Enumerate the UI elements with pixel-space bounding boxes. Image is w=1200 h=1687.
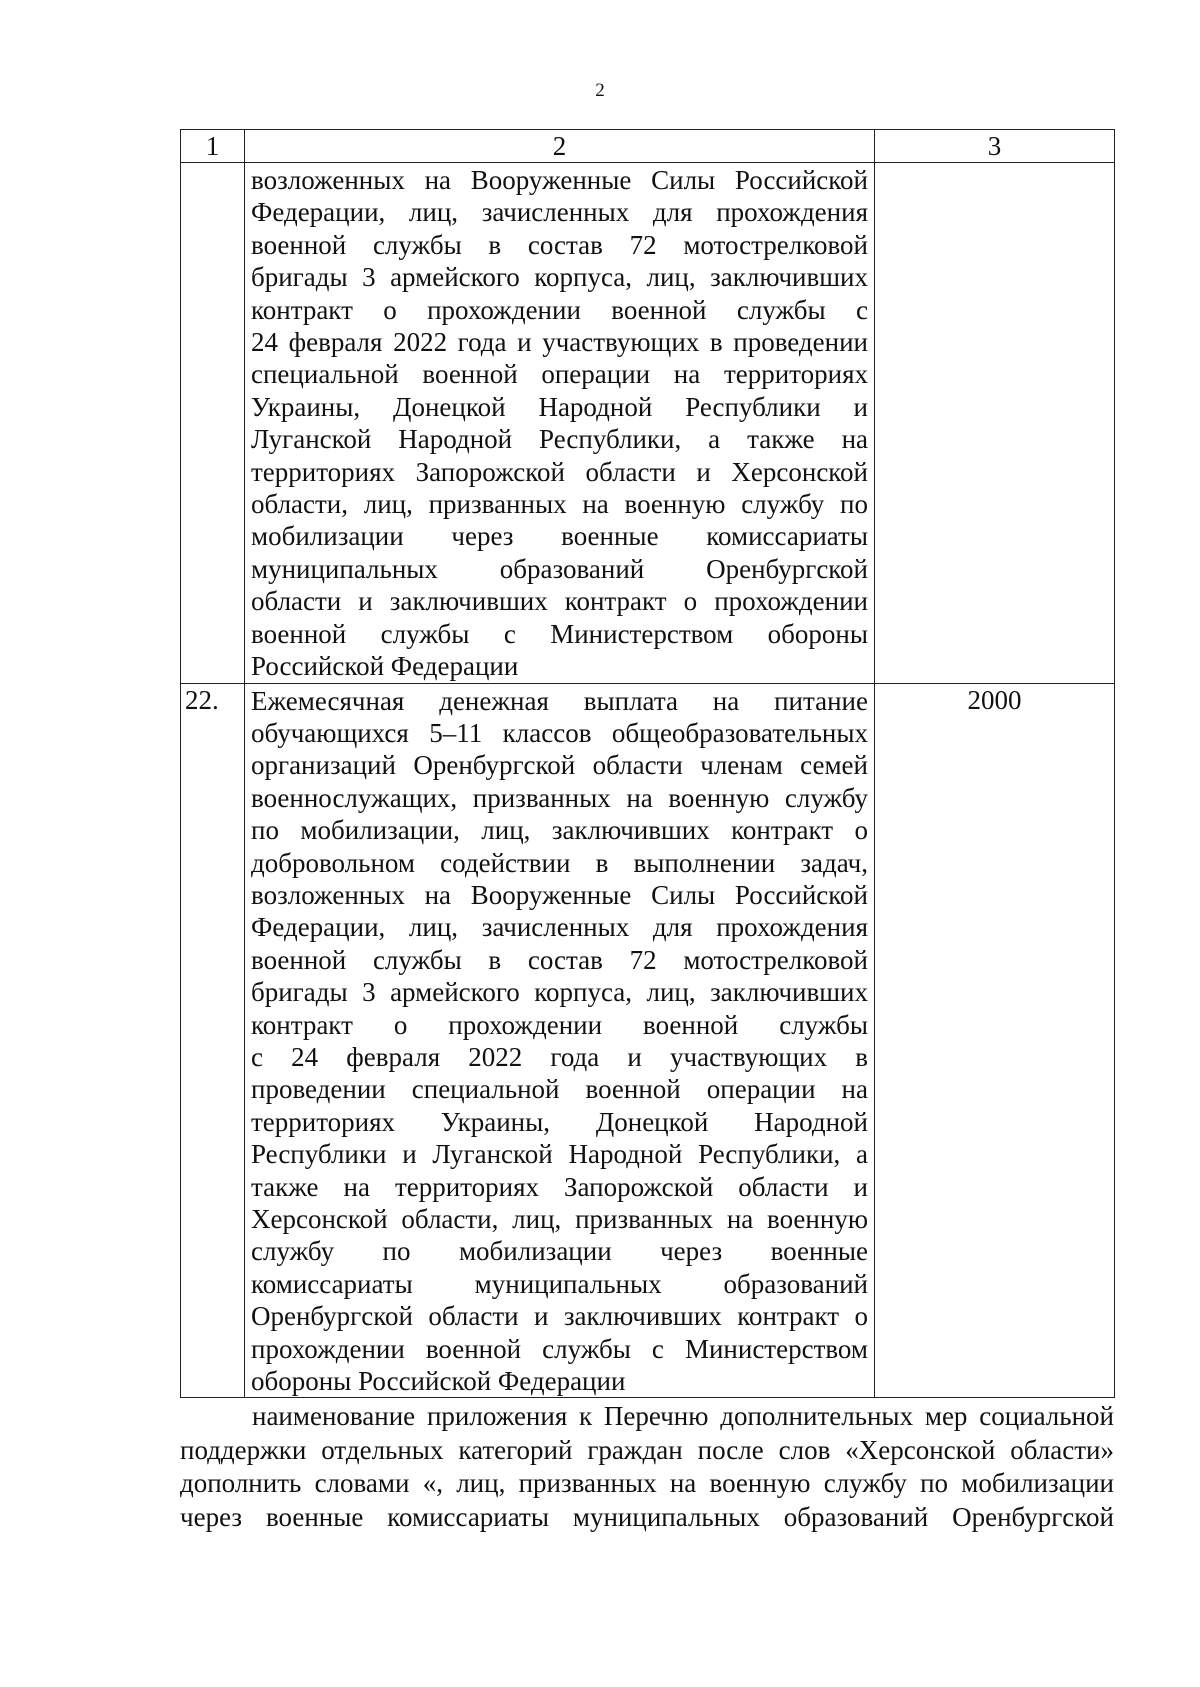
row-description-line: военной службы с Министерством обороны (251, 618, 868, 649)
row-description-line: также на территориях Запорожской области и (251, 1171, 868, 1202)
row-description-line: комиссариаты муниципальных образований (251, 1268, 868, 1299)
row-description-line: прохождении военной службы с Министерством (251, 1333, 868, 1364)
row-description-cell (245, 163, 875, 684)
row-description-line: военной службы в состав 72 мотострелковой (251, 229, 868, 260)
paragraph-line: через военные комиссариаты муниципальных образований Оренбургской (180, 1501, 1114, 1532)
row-description-line: контракт о прохождении военной службы (251, 1009, 868, 1040)
header-cell-2: 2 (245, 130, 875, 163)
paragraph-line: поддержки отдельных категорий граждан после слов «Херсонской области» (180, 1434, 1114, 1465)
row-description-line: проведении специальной военной операции на (251, 1074, 868, 1105)
paragraph-line: наименование приложения к Перечню дополнительных мер социальной (252, 1401, 1114, 1431)
row-description-line: области, лиц, призванных на военную службу по (251, 489, 868, 520)
header-cell-1: 1 (181, 130, 245, 163)
row-number-cell (181, 163, 245, 684)
row-value-cell (875, 163, 1115, 684)
row-description-line: возложенных на Вооруженные Силы Российской (251, 165, 868, 195)
amendment-paragraph (180, 1400, 1114, 1534)
row-description-line: территориях Украины, Донецкой Народной (251, 1106, 868, 1137)
row-description-line: бригады 3 армейского корпуса, лиц, заключивших (251, 262, 868, 293)
row-description-line: Ежемесячная денежная выплата на питание (251, 685, 868, 716)
row-description-line: с 24 февраля 2022 года и участвующих в (251, 1041, 868, 1072)
row-description-line: 24 февраля 2022 года и участвующих в проведении (251, 327, 868, 358)
row-description-line: муниципальных образований Оренбургской (251, 553, 868, 584)
row-description-cell (245, 683, 875, 1398)
row-description-line: Российской Федерации (251, 651, 519, 682)
row-description-line: обороны Российской Федерации (251, 1366, 626, 1397)
row-description-line: Херсонской области, лиц, призванных на военную (251, 1204, 868, 1234)
header-cell-3: 3 (875, 130, 1115, 163)
row-description-line: мобилизации через военные комиссариаты (251, 521, 868, 552)
table-row (181, 683, 1115, 1398)
table-row (181, 163, 1115, 684)
row-value-cell: 2000 (875, 683, 1115, 1398)
row-description-line: специальной военной операции на территориях (251, 359, 868, 390)
row-description-line: Федерации, лиц, зачисленных для прохождения (251, 197, 868, 228)
row-description-line: обучающихся 5–11 классов общеобразовательных (251, 717, 868, 748)
row-description-line: бригады 3 армейского корпуса, лиц, заключивших (251, 977, 868, 1008)
row-description-line: территориях Запорожской области и Херсонской (251, 456, 868, 487)
row-description-line: военной службы в состав 72 мотострелковой (251, 944, 868, 975)
table-header-row (181, 130, 1115, 163)
row-description-line: добровольном содействии в выполнении задач, (251, 847, 868, 878)
row-description-line: по мобилизации, лиц, заключивших контракт о (251, 815, 868, 846)
page-number: 2 (595, 80, 605, 101)
row-description-line: службу по мобилизации через военные (251, 1236, 868, 1267)
row-description-line: Луганской Народной Республики, а также на (251, 424, 868, 455)
row-description-line: военнослужащих, призванных на военную службу (251, 782, 868, 813)
measures-table (180, 129, 1115, 1398)
row-description-line: возложенных на Вооруженные Силы Российской (251, 879, 868, 910)
row-description-line: организаций Оренбургской области членам семей (251, 750, 868, 781)
row-description-line: Оренбургской области и заключивших контракт о (251, 1301, 868, 1332)
row-description-line: области и заключивших контракт о прохождении (251, 586, 868, 617)
row-description-line: Республики и Луганской Народной Республики, а (251, 1139, 868, 1170)
paragraph-line: дополнить словами «, лиц, призванных на военную службу по мобилизации (180, 1468, 1114, 1498)
row-description-line: Украины, Донецкой Народной Республики и (251, 391, 868, 422)
row-description-line: контракт о прохождении военной службы с (251, 294, 868, 325)
row-number-cell: 22. (181, 683, 245, 1398)
row-description-line: Федерации, лиц, зачисленных для прохождения (251, 912, 868, 943)
